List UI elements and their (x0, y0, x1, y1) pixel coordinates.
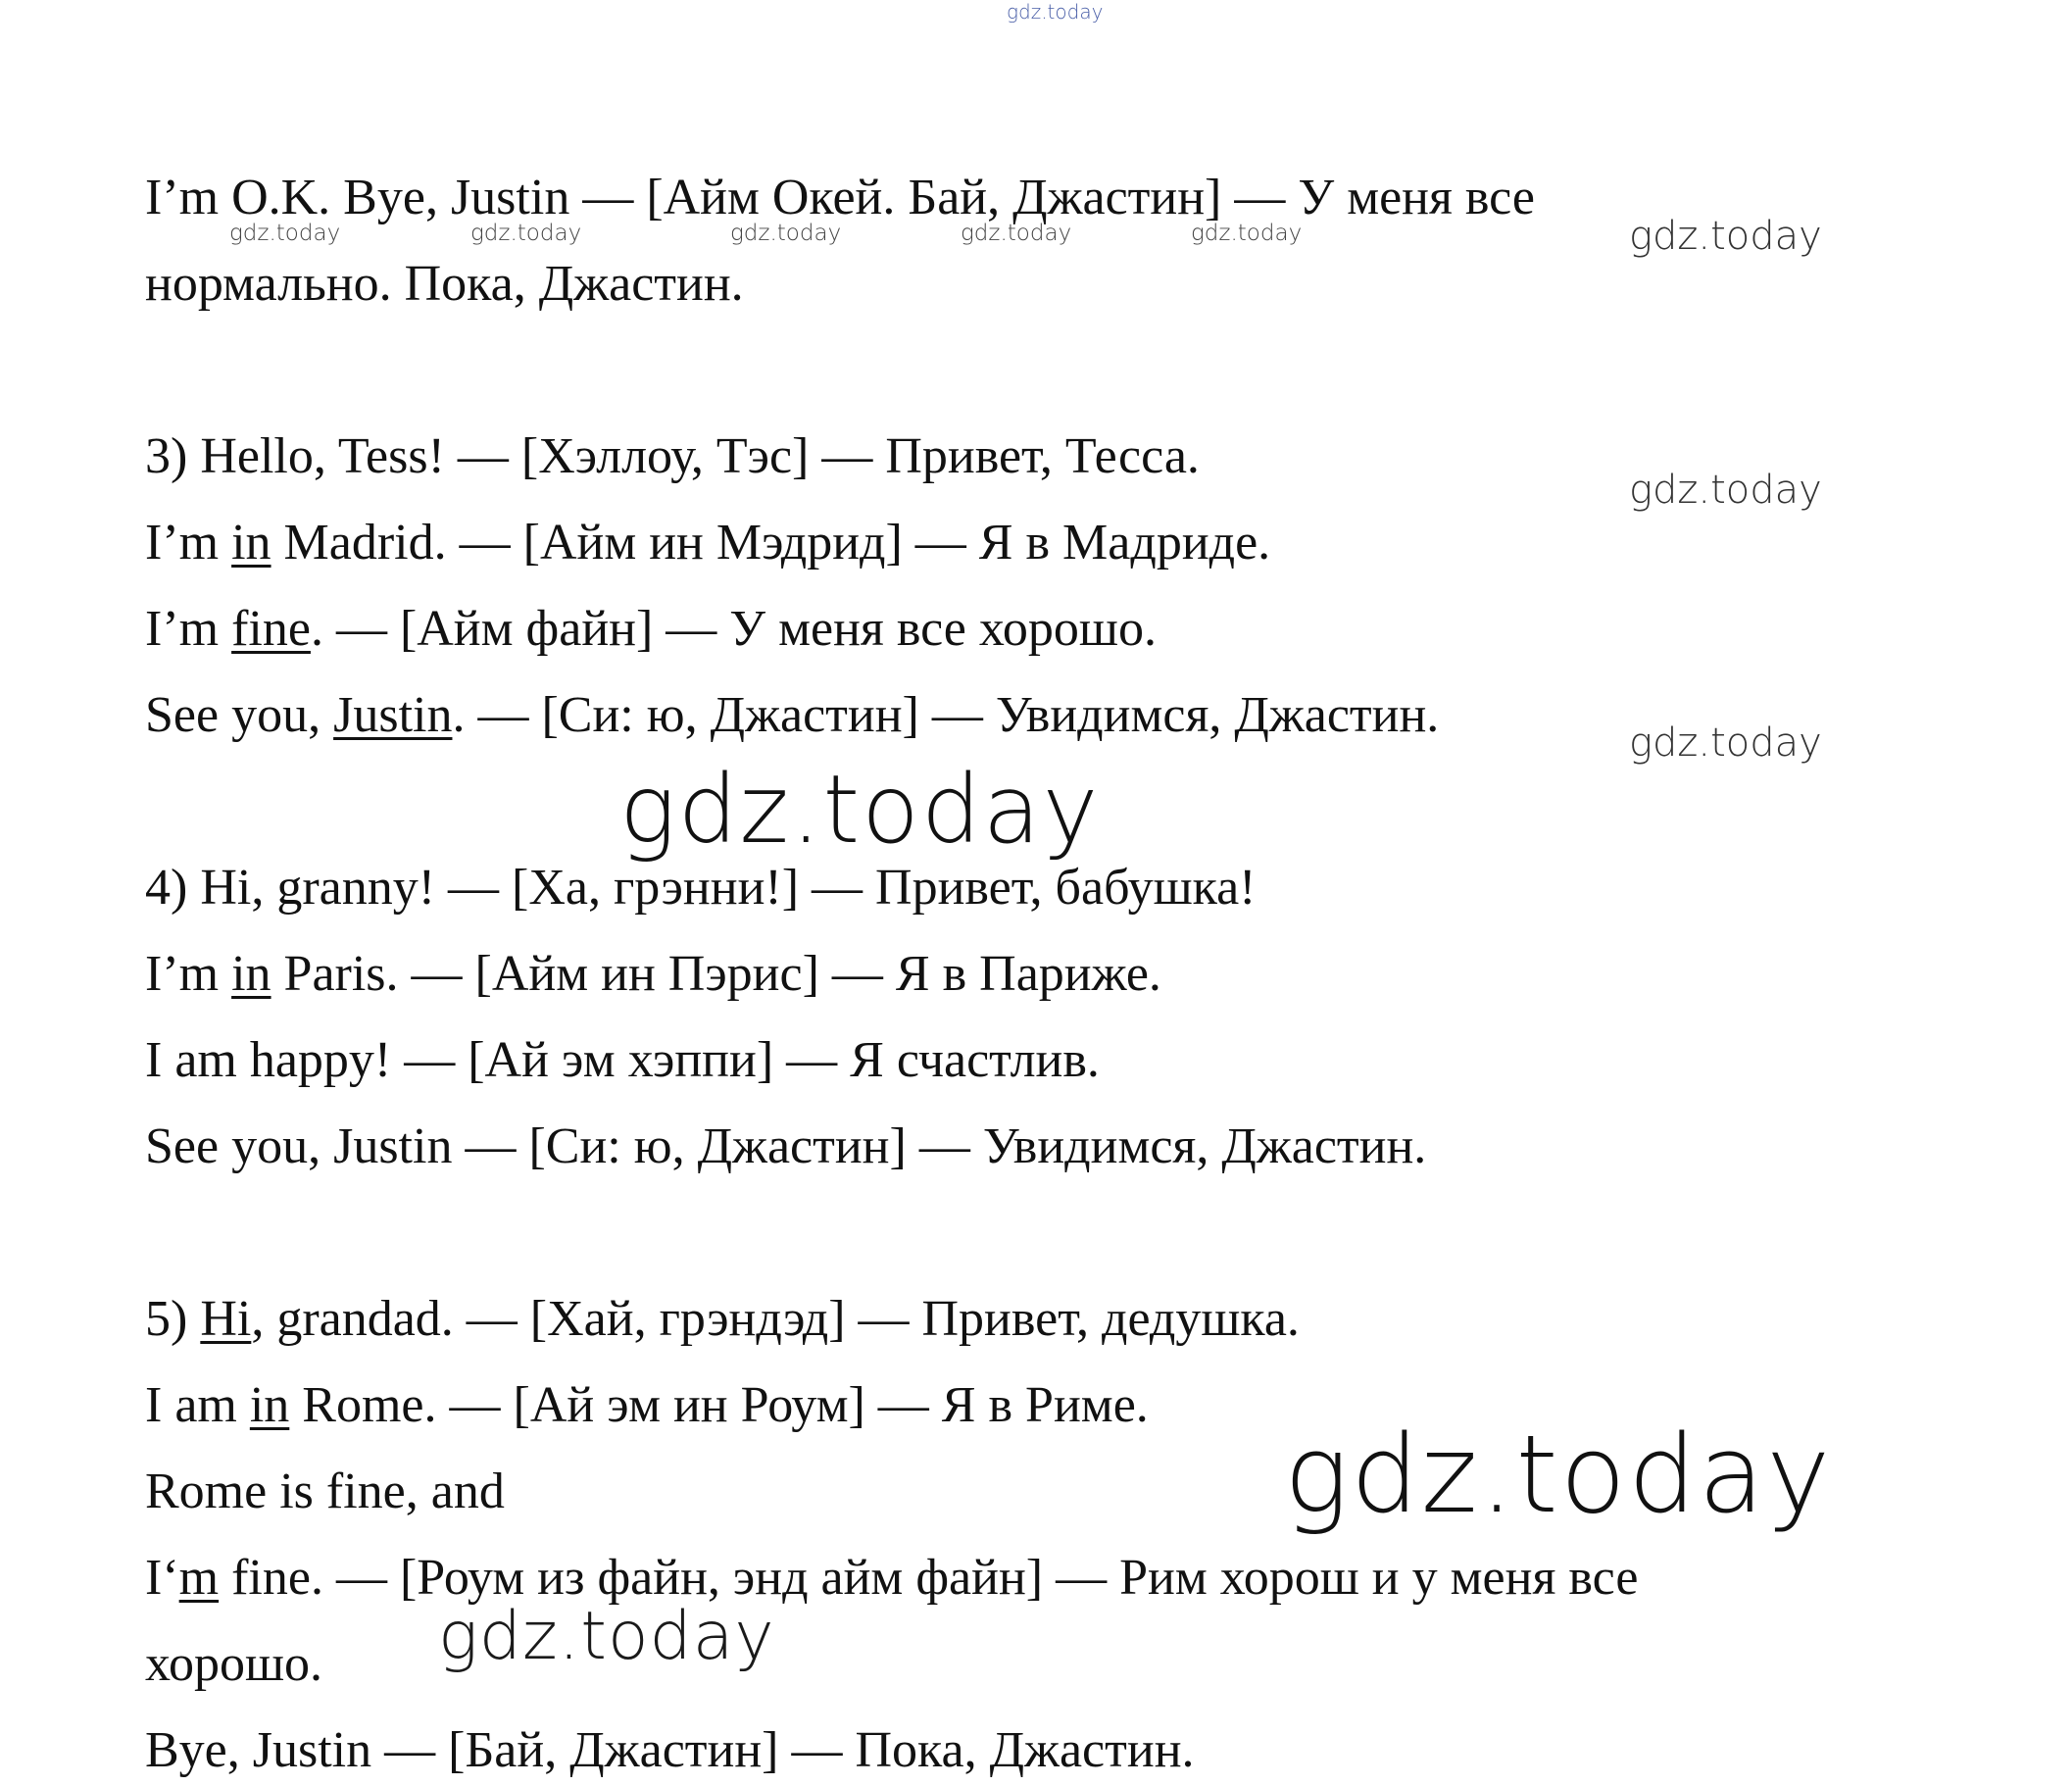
text-segment: fine. — [Роум из файн, энд айм файн] — Рим хорош и у меня все (219, 1550, 1639, 1606)
text-line-2: нормально. Пока, Джастин. (145, 256, 744, 312)
text-line-3: 3) Hello, Tess! — [Хэллоу, Тэс] — Привет, Тесса. (145, 428, 1200, 484)
text-segment: Madrid. — [Айм ин Мэдрид] — Я в Мадриде. (271, 515, 1271, 571)
text-segment: Paris. — [Айм ин Пэрис] — Я в Париже. (271, 946, 1161, 1002)
underlined-word: in (231, 515, 271, 571)
text-line-4 (145, 514, 1270, 572)
underlined-word: Justin (333, 687, 453, 743)
watermark-medium-1: gdz.today (438, 1598, 775, 1675)
underlined-word: fine (231, 601, 311, 657)
text-segment: . — [Си: ю, Джастин] — Увидимся, Джастин. (452, 687, 1440, 743)
text-segment: I’m (145, 515, 232, 571)
text-line-6 (145, 686, 1439, 745)
text-line-14 (145, 1549, 1638, 1608)
text-segment: See you, (145, 687, 334, 743)
text-line-13: Rome is fine, and (145, 1464, 505, 1519)
text-line-8 (145, 945, 1161, 1004)
underlined-word: in (249, 1377, 290, 1433)
watermark-top: gdz.today (1007, 0, 1104, 24)
text-line-11 (145, 1290, 1300, 1349)
watermark-small-1: gdz.today (229, 221, 341, 246)
text-line-1: I’m O.K. Bye, Justin — [Айм Окей. Бай, Джастин] — У меня все (145, 170, 1535, 225)
text-segment: I’m (145, 946, 232, 1002)
watermark-right-1: gdz.today (1629, 214, 1822, 259)
watermark-large-2: gdz.today (1284, 1412, 1833, 1537)
text-line-7: 4) Hi, granny! — [Ха, грэнни!] — Привет, бабушка! (145, 860, 1257, 916)
watermark-large-1: gdz.today (619, 755, 1101, 865)
underlined-word: m (178, 1550, 220, 1606)
watermark-small-3: gdz.today (730, 221, 842, 246)
text-segment: I am (145, 1377, 250, 1433)
text-line-5 (145, 600, 1157, 659)
text-segment: Rome. — [Ай эм ин Роум] — Я в Риме. (289, 1377, 1149, 1433)
watermark-small-4: gdz.today (961, 221, 1072, 246)
text-segment: I‘ (145, 1550, 179, 1606)
text-segment: , grandad. — [Хай, грэндэд] — Привет, дедушка. (251, 1291, 1300, 1347)
text-line-10: See you, Justin — [Си: ю, Джастин] — Увидимся, Джастин. (145, 1118, 1427, 1174)
underlined-word: in (231, 946, 271, 1002)
text-segment: 5) (145, 1291, 201, 1347)
text-line-9: I am happy! — [Ай эм хэппи] — Я счастлив. (145, 1032, 1100, 1088)
underlined-word: Hi (200, 1291, 252, 1347)
text-line-12 (145, 1376, 1149, 1435)
text-segment: I’m (145, 601, 232, 657)
text-line-16: Bye, Justin — [Бай, Джастин] — Пока, Джастин. (145, 1722, 1195, 1778)
watermark-right-2: gdz.today (1629, 468, 1822, 513)
text-line-15: хорошо. (145, 1636, 323, 1692)
watermark-small-2: gdz.today (470, 221, 582, 246)
watermark-right-3: gdz.today (1629, 720, 1822, 766)
text-segment: . — [Айм файн] — У меня все хорошо. (310, 601, 1157, 657)
watermark-small-5: gdz.today (1191, 221, 1303, 246)
